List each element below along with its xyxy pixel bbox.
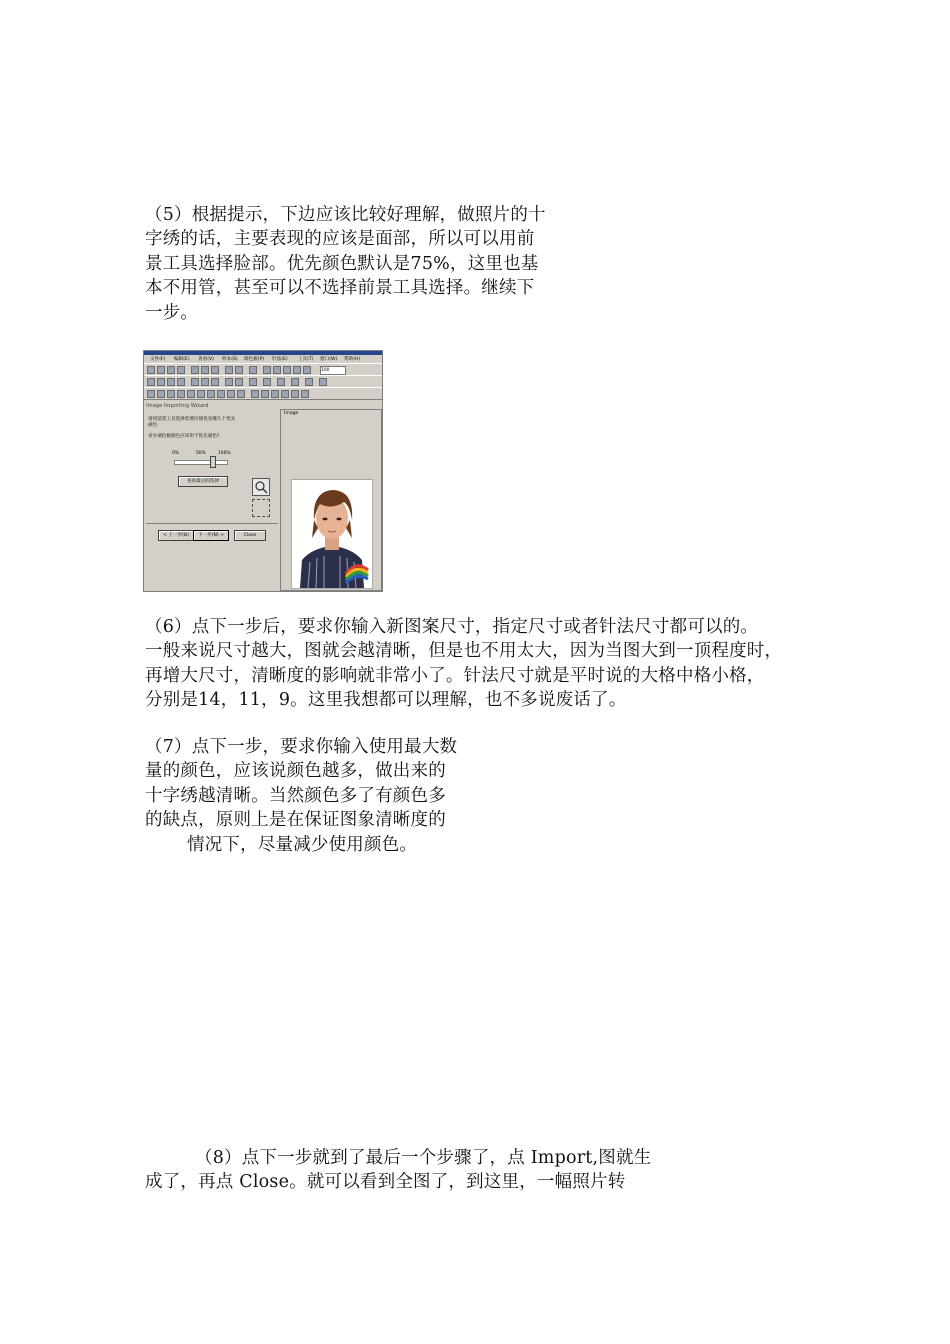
help-icon — [249, 366, 257, 374]
menu-item: 调色板(P) — [244, 357, 265, 362]
paragraph-line: 本不用管，甚至可以不选择前景工具选择。继续下 — [145, 278, 535, 299]
portrait-photo — [291, 479, 373, 589]
tool-icon — [197, 390, 205, 398]
tool-icon — [211, 378, 219, 386]
paragraph-line: 十字绣越清晰。当然颜色多了有颜色多 — [145, 785, 446, 806]
tool-icon — [281, 390, 289, 398]
tool-icon — [251, 390, 259, 398]
divider — [146, 523, 278, 524]
menu-item: 帮助(H) — [344, 357, 361, 362]
paragraph-6 — [145, 615, 782, 713]
next-button[interactable]: 下一步(N) > — [193, 530, 229, 541]
magnifier-button[interactable] — [252, 478, 270, 496]
back-button[interactable]: < 上一步(B) — [158, 530, 194, 541]
slider-thumb[interactable] — [210, 456, 216, 468]
menu-item: 查看(V) — [198, 357, 214, 362]
tool-icon — [147, 390, 155, 398]
paragraph-5 — [145, 203, 546, 325]
tool-icon — [301, 390, 309, 398]
tool-icon — [157, 378, 165, 386]
text-icon — [293, 366, 301, 374]
tool-icon — [237, 390, 245, 398]
paragraph-line: 量的颜色，应该说颜色越多，做出来的 — [145, 761, 446, 782]
paragraph-line: 的缺点，原则上是在保证图象清晰度的 — [145, 810, 446, 831]
paragraph-line: （7）点下一步，要求你输入使用最大数 — [145, 737, 458, 757]
priority-slider[interactable] — [172, 451, 231, 469]
tool-icon — [271, 390, 279, 398]
paragraph-line: 情况下，尽量减少使用颜色。 — [187, 834, 418, 855]
toolbar-row-3 — [144, 387, 382, 400]
tool-icon — [167, 378, 175, 386]
save-icon — [167, 366, 175, 374]
tool-icon — [319, 378, 327, 386]
slider-max-label: 100% — [218, 451, 231, 456]
tool-icon — [207, 390, 215, 398]
open-icon — [157, 366, 165, 374]
wizard-instruction: 请用前景工具选择您要区域优先哪几个优先颜色 — [148, 417, 236, 428]
layout-icon — [303, 366, 311, 374]
tool-icon — [277, 378, 285, 386]
slider-mid-label: 50% — [196, 451, 206, 456]
cut-icon — [191, 366, 199, 374]
menu-item: 样本(S) — [222, 357, 238, 362]
tool-icon — [291, 378, 299, 386]
menu-item: 编辑(E) — [174, 357, 190, 362]
zoom-field: 100 — [320, 366, 346, 375]
copy-icon — [201, 366, 209, 374]
tool-icon — [261, 390, 269, 398]
view-selection-button[interactable]: 查看最后的选择 — [178, 476, 228, 487]
wizard-title: Image Importing Wizard — [146, 403, 209, 409]
tool-icon — [167, 390, 175, 398]
tool-icon — [235, 378, 243, 386]
slider-min-label: 0% — [172, 451, 179, 456]
paste-icon — [211, 366, 219, 374]
tool-icon — [177, 390, 185, 398]
software-screenshot — [143, 350, 383, 592]
tool-icon — [187, 390, 195, 398]
tool-icon — [291, 390, 299, 398]
slider-track — [174, 460, 228, 465]
stitch-icon — [273, 366, 281, 374]
paragraph-line: 一步。 — [145, 302, 199, 323]
wizard-question: 多少调色板颜色应该用于优先颜色? — [148, 434, 220, 439]
grid-icon — [263, 366, 271, 374]
tool-icon — [191, 378, 199, 386]
tool-icon — [305, 378, 313, 386]
tool-icon — [157, 390, 165, 398]
paragraph-line: 一般来说尺寸越大，图就会越清晰，但是也不用太大，因为当图大到一顶程度时， — [145, 641, 783, 662]
tool-icon — [263, 378, 271, 386]
image-panel-label: Image — [284, 411, 299, 416]
menu-item: 工具(T) — [298, 357, 314, 362]
tool-icon — [177, 378, 185, 386]
paragraph-line: （5）根据提示，下边应该比较好理解，做照片的十 — [145, 205, 546, 225]
menu-item: 窗口(W) — [320, 357, 338, 362]
paragraph-line: 分别是14，11，9。这里我想都可以理解，也不多说废话了。 — [145, 690, 627, 711]
paragraph-line: 再增大尺寸，清晰度的影响就非常小了。针法尺寸就是平时说的大格中格小格， — [145, 665, 765, 686]
undo-icon — [225, 366, 233, 374]
menu-bar — [144, 355, 382, 363]
portrait-image — [292, 480, 372, 588]
paragraph-7 — [145, 735, 457, 857]
paragraph-line: 景工具选择脸部。优先颜色默认是75%，这里也基 — [145, 253, 539, 274]
tool-icon — [227, 390, 235, 398]
paragraph-line: 字绣的话，主要表现的应该是面部，所以可以用前 — [145, 229, 535, 250]
tool-icon — [217, 390, 225, 398]
paragraph-8 — [145, 1146, 651, 1195]
select-tool-button[interactable] — [252, 499, 270, 517]
menu-item: 文件(F) — [150, 357, 166, 362]
paragraph-line: （8）点下一步就到了最后一个步骤了，点 Import,图就生 — [195, 1148, 652, 1168]
fill-icon — [283, 366, 291, 374]
paragraph-line: 成了，再点 Close。就可以看到全图了，到这里，一幅照片转 — [145, 1172, 626, 1193]
print-icon — [177, 366, 185, 374]
redo-icon — [235, 366, 243, 374]
new-icon — [147, 366, 155, 374]
tool-icon — [249, 378, 257, 386]
close-button[interactable]: Close — [234, 530, 266, 541]
magnifier-icon — [253, 479, 269, 495]
menu-item: 针法(E) — [272, 357, 288, 362]
close-icon — [147, 378, 155, 386]
tool-icon — [201, 378, 209, 386]
tool-icon — [225, 378, 233, 386]
paragraph-line: （6）点下一步后，要求你输入新图案尺寸，指定尺寸或者针法尺寸都可以的。 — [145, 617, 759, 637]
